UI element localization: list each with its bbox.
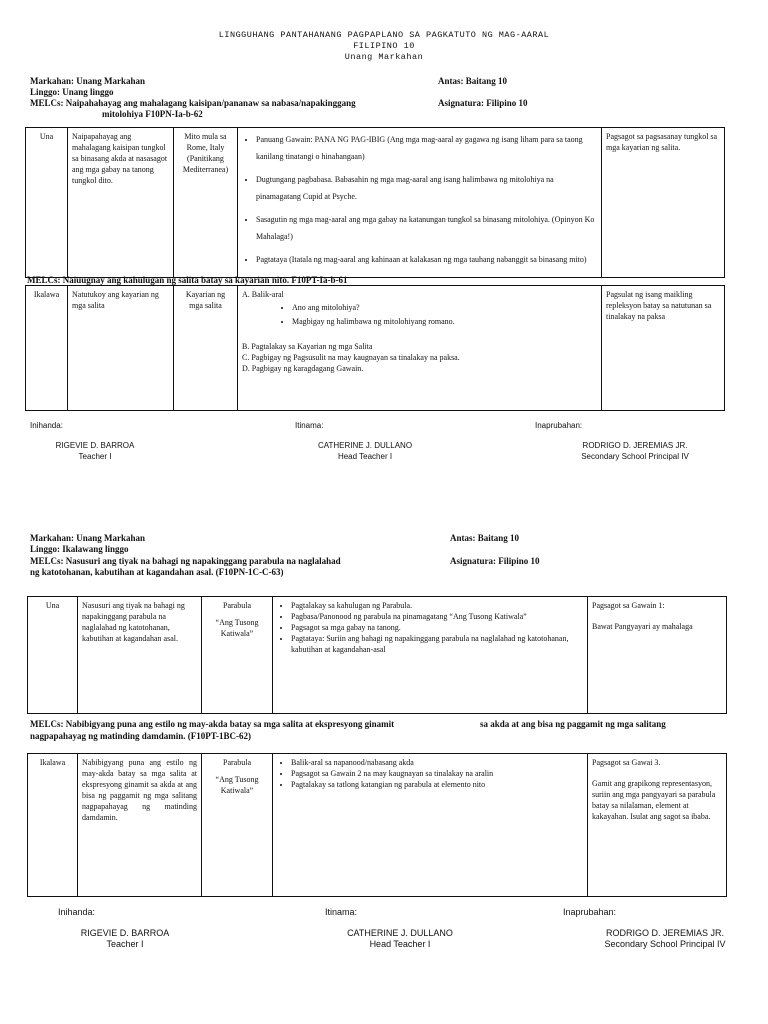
preparer-signature [60, 928, 190, 950]
document-quarter: Unang Markahan [344, 52, 424, 62]
activity-item: • Pagtataya (Itatala ng mag-aaral ang kahinaan at kalakasan ng mga tauhang nabanggit sa binasang mito) [256, 251, 597, 268]
melcs-label: MELCs: Nasusuri ang tiyak na bahagi ng napakinggang parabula na naglalahad [30, 556, 341, 566]
activity-item: • Dugtungang pagbabasa. Babasahin ng mga mag-aaral ang isang halimbawa ng mitolohiya na pinamagatang Cupid at Psyche. [256, 171, 597, 205]
linggo-label: Linggo: Unang linggo [30, 87, 114, 97]
checker-name: CATHERINE J. DULLANO [347, 928, 453, 938]
step-item: B. Pagtalakay sa Kayarian ng mga Salita [242, 342, 373, 351]
topic-cell: Mito mula sa Rome, Italy (Panitikang Mediterranea) [174, 128, 238, 278]
topic-title: “Ang Tusong Katiwala” [215, 618, 259, 638]
activity-item: • Balik-aral sa napanood/nabasang akda [291, 757, 583, 768]
preparer-signature [30, 440, 160, 462]
checked-label: Itinama: [325, 907, 358, 917]
checker-title: Head Teacher I [337, 452, 393, 461]
approver-name: RODRIGO D. JEREMIAS JR. [605, 928, 724, 938]
objective-cell: Nasusuri ang tiyak na bahagi ng napakinggang parabula na naglalahad ng katotohanan, kabutihan at kagandahan asal. [78, 597, 202, 714]
topic-title: “Ang Tusong Katiwala” [215, 775, 259, 795]
checker-name: CATHERINE J. DULLANO [317, 441, 413, 450]
linggo-label: Linggo: Ikalawang linggo [30, 544, 129, 554]
day-cell: Una [26, 128, 68, 278]
topic-label: Parabula [223, 758, 251, 767]
activity-item: • Pagbasa/Panonood ng parabula na pinamagatang “Ang Tusong Katiwala” [291, 611, 583, 622]
objective-cell: Naipapahayag ang mahalagang kaisipan tungkol sa binasang akda at nasasagot ang mga gabay na tanong tungkol dito. [68, 128, 174, 278]
activity-item: • Panuang Gawain: PANA NG PAG-IBIG (Ang mga mag-aaral ay gagawa ng isang liham para sa taong kanilang tinatangi o hinahangaan) [256, 131, 597, 165]
approver-title: Secondary School Principal IV [604, 939, 726, 949]
checker-title: Head Teacher I [369, 939, 431, 949]
melcs-code: mitolohiya F10PN-Ia-b-62 [102, 109, 203, 119]
melcs-label: MELCs: Naiuugnay ang kahulugan ng salita batay sa kayarian nito. F10PT-Ia-b-61 [27, 275, 348, 285]
assessment-detail: Gamit ang grapikong representasyon, suriin ang mga pangyayari sa parabula batay sa nilalaman, element at kakayahan. Isulat ang sagot sa ibaba. [592, 779, 716, 821]
asignatura-label: Asignatura: Filipino 10 [450, 556, 540, 566]
preparer-name: RIGEVIE D. BARROA [55, 441, 135, 450]
approver-name: RODRIGO D. JEREMIAS JR. [582, 441, 688, 450]
checker-signature [300, 440, 430, 462]
activity-item: • Sasagutin ng mga mag-aaral ang mga gabay na katanungan tungkol sa binasang mitolohiya. (Opinyon Ko Mahalaga!) [256, 211, 597, 245]
topic-label: Parabula [223, 601, 251, 610]
activities-cell [273, 754, 588, 897]
objective-cell: Natutukoy ang kayarian ng mga salita [68, 286, 174, 411]
document-title: LINGGUHANG PANTAHANANG PAGPAPLANO SA PAGKATUTO NG MAG-AARAL [218, 30, 550, 40]
assessment-cell [588, 597, 727, 714]
plan-table-week2-day2 [27, 753, 727, 897]
approved-label: Inaprubahan: [563, 907, 617, 917]
activity-item: • Pagsagot sa mga gabay na tanong. [291, 622, 583, 633]
assessment-cell: Pagsagot sa pagsasanay tungkol sa mga kayarian ng salita. [602, 128, 725, 278]
objective-cell: Nabibigyang puna ang estilo ng may-akda batay sa mga salita at ekspresyong ginamit sa akda at ang bisa ng paggamit ng mga salitang nagpapahayag ng matinding damdamin. [78, 754, 202, 897]
day-cell: Una [28, 597, 78, 714]
activity-item: • Pagsagot sa Gawain 2 na may kaugnayan sa tinalakay na aralin [291, 768, 583, 779]
plan-table-week2-day1 [27, 596, 727, 714]
plan-table-week1-day2 [25, 285, 725, 411]
preparer-title: Teacher I [78, 452, 112, 461]
prepared-label: Inihanda: [58, 907, 96, 917]
assessment-cell: Pagsulat ng isang maikling repleksyon batay sa natutunan sa tinalakay na paksa [602, 286, 725, 411]
antas-label: Antas: Baitang 10 [450, 533, 520, 543]
step-item: C. Pagbigay ng Pagsusulit na may kaugnayan sa tinalakay na paksa. [242, 353, 460, 362]
markahan-label: Markahan: Unang Markahan [30, 533, 146, 543]
review-item: • Ano ang mitolohiya? [292, 302, 597, 313]
assessment-task: Pagsagot sa Gawain 1: [592, 601, 665, 610]
preparer-title: Teacher I [106, 939, 144, 949]
activity-item: • Pagtataya: Suriin ang bahagi ng napakinggang parabula na naglalahad ng katotohanan, kabutihan at kagandahan-asal [291, 633, 583, 655]
review-item: • Magbigay ng halimbawa ng mitolohiyang romano. [292, 316, 597, 327]
topic-cell [202, 754, 273, 897]
approver-signature [560, 440, 710, 462]
markahan-label: Markahan: Unang Markahan [30, 76, 146, 86]
activity-item: • Pagtalakay sa tatlong katangian ng parabula at elemento nito [291, 779, 583, 790]
assessment-detail: Bawat Pangyayari ay mahalaga [592, 622, 693, 631]
activities-cell [238, 128, 602, 278]
review-label: A. Balik-aral [242, 290, 284, 299]
topic-cell: Kayarian ng mga salita [174, 286, 238, 411]
approved-label: Inaprubahan: [535, 421, 583, 430]
asignatura-label: Asignatura: Filipino 10 [438, 98, 528, 108]
checked-label: Itinama: [295, 421, 324, 430]
checker-signature [330, 928, 470, 950]
day-cell: Ikalawa [28, 754, 78, 897]
antas-label: Antas: Baitang 10 [438, 76, 508, 86]
day-cell: Ikalawa [26, 286, 68, 411]
melcs-label: MELCs: Naipahahayag ang mahalagang kaisipan/pananaw sa nabasa/napakinggang [30, 98, 356, 108]
assessment-task: Pagsagot sa Gawai 3. [592, 758, 661, 767]
prepared-label: Inihanda: [30, 421, 63, 430]
plan-table-week1-day1 [25, 127, 725, 278]
activities-cell [238, 286, 602, 411]
document-subject: FILIPINO 10 [353, 41, 415, 51]
approver-title: Secondary School Principal IV [581, 452, 689, 461]
activities-cell [273, 597, 588, 714]
activity-item: • Pagtalakay sa kahulugan ng Parabula. [291, 600, 583, 611]
preparer-name: RIGEVIE D. BARROA [80, 928, 170, 938]
step-item: D. Pagbigay ng karagdagang Gawain. [242, 364, 364, 373]
melcs-code: ng katotohanan, kabutihan at kagandahan asal. (F10PN-1C-C-63) [30, 567, 284, 577]
melcs-code: nagpapahayag ng matinding damdamin. (F10PT-1BC-62) [30, 731, 251, 741]
topic-cell [202, 597, 273, 714]
assessment-cell [588, 754, 727, 897]
melcs-label: MELCs: Nabibigyang puna ang estilo ng may-akda batay sa mga salita at ekspresyong ginamit [30, 719, 395, 729]
approver-signature [590, 928, 740, 950]
melcs-label-continued: sa akda at ang bisa ng paggamit ng mga salitang [480, 719, 666, 729]
